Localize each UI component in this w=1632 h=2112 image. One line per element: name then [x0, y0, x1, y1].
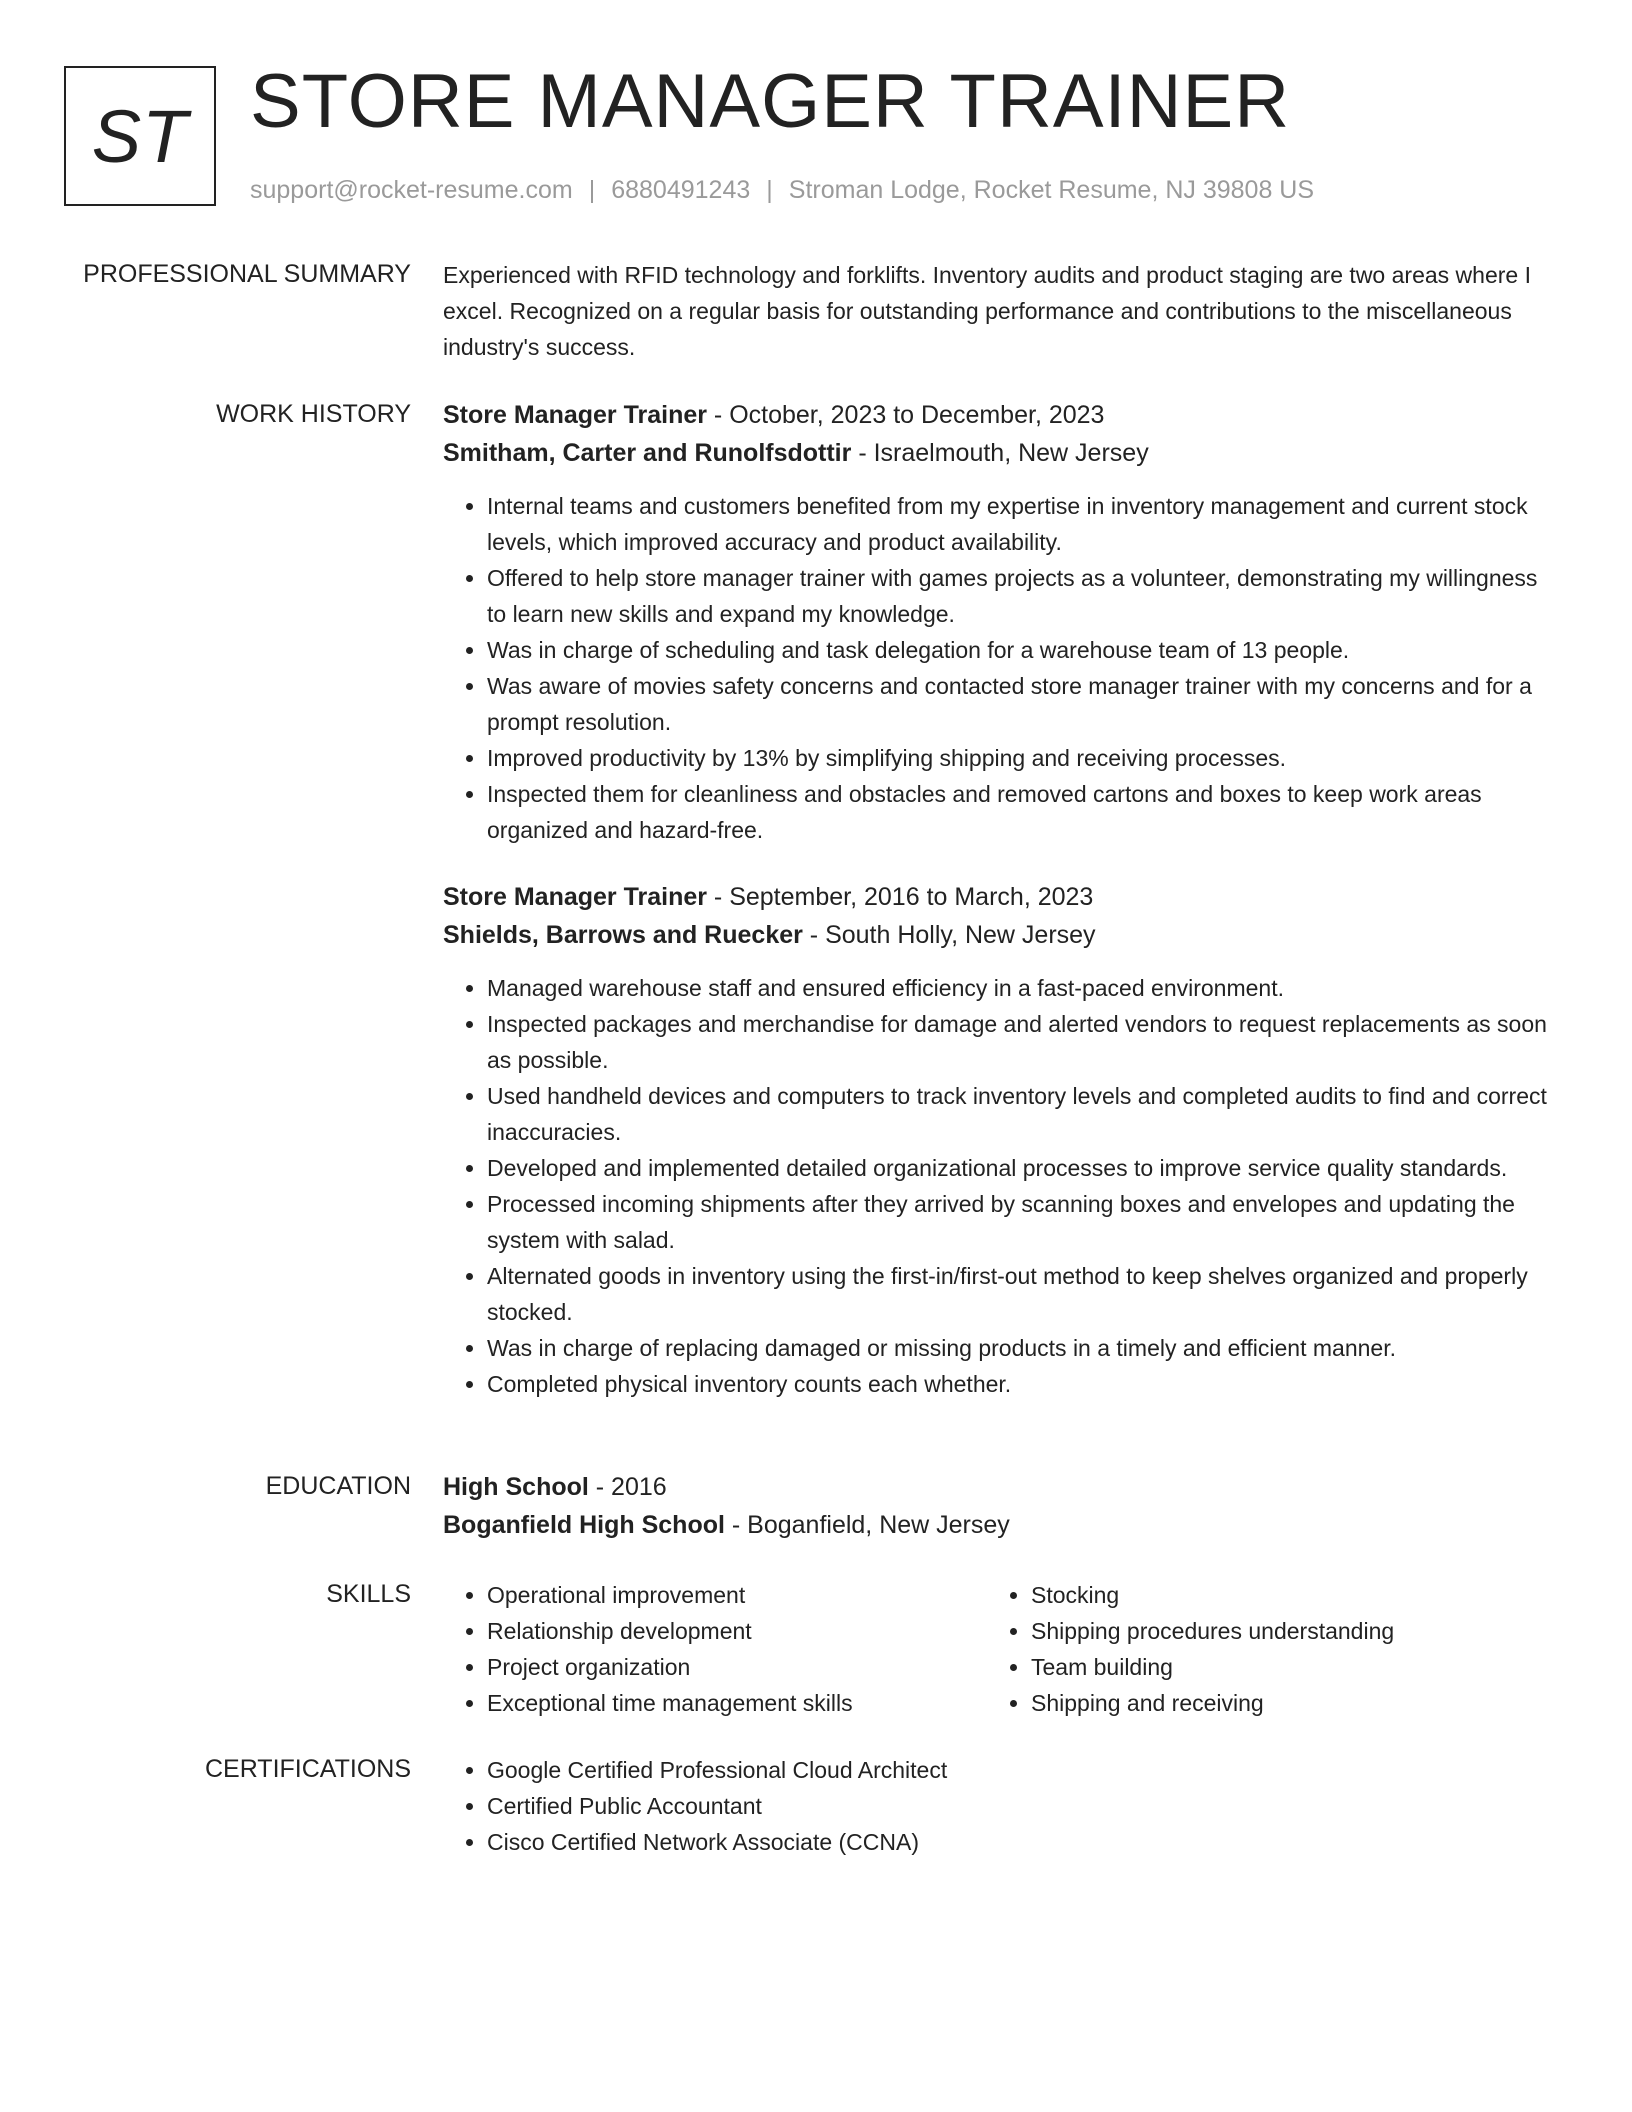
summary-text: Experienced with RFID technology and forklifts. Inventory audits and product staging are two areas where I excel. Recognized on a regular basis for outstanding performance and contributions to the miscellaneous industry's success.: [443, 262, 1531, 360]
education-location: - Boganfield, New Jersey: [724, 1511, 1010, 1539]
skill-item: • Project organization: [487, 1649, 987, 1685]
skills-body: [443, 1577, 1555, 1721]
job-dates: - October, 2023 to December, 2023: [706, 401, 1105, 429]
certification-item: • Cisco Certified Network Associate (CCNA): [487, 1824, 1555, 1860]
contact-separator: |: [766, 176, 773, 204]
job-bullet: • Processed incoming shipments after they arrived by scanning boxes and envelopes and updating the system with salad.: [487, 1186, 1555, 1258]
skills-list-left: [443, 1577, 987, 1721]
job-entry: [443, 878, 1555, 1402]
education-degree-line: [443, 1468, 1555, 1506]
job-bullet: • Was in charge of replacing damaged or missing products in a timely and efficient manner.: [487, 1330, 1555, 1366]
skill-item: • Relationship development: [487, 1613, 987, 1649]
skill-item: • Operational improvement: [487, 1577, 987, 1613]
education-body: [443, 1468, 1555, 1544]
education-school-line: [443, 1506, 1555, 1544]
job-dates: - September, 2016 to March, 2023: [706, 883, 1094, 911]
job-bullet-list: [443, 488, 1555, 848]
job-bullet-list: [443, 970, 1555, 1402]
job-bullet: • Managed warehouse staff and ensured efficiency in a fast-paced environment.: [487, 970, 1555, 1006]
job-bullet: • Was aware of movies safety concerns and contacted store manager trainer with my concerns and for a prompt resolution.: [487, 668, 1555, 740]
section-label-work-history: WORK HISTORY: [216, 400, 411, 428]
job-company-line: [443, 916, 1555, 954]
contact-phone: 6880491243: [611, 176, 751, 204]
section-label-skills: SKILLS: [326, 1580, 411, 1608]
certifications-list: [443, 1752, 1555, 1860]
job-location: - Israelmouth, New Jersey: [851, 439, 1149, 467]
monogram-badge: [64, 66, 216, 206]
job-bullet: • Developed and implemented detailed organizational processes to improve service quality standards.: [487, 1150, 1555, 1186]
education-degree: High School: [443, 1473, 589, 1501]
job-bullet: • Offered to help store manager trainer with games projects as a volunteer, demonstrating my willingness to learn new skills and expand my knowledge.: [487, 560, 1555, 632]
certifications-body: [443, 1752, 1555, 1860]
job-bullet: • Was in charge of scheduling and task delegation for a warehouse team of 13 people.: [487, 632, 1555, 668]
section-label-education: EDUCATION: [265, 1472, 411, 1500]
summary-body: [443, 257, 1555, 365]
skill-item: • Shipping and receiving: [1031, 1685, 1531, 1721]
skill-item: • Shipping procedures understanding: [1031, 1613, 1531, 1649]
contact-address: Stroman Lodge, Rocket Resume, NJ 39808 US: [788, 176, 1315, 204]
job-company: Smitham, Carter and Runolfsdottir: [443, 439, 852, 467]
education-school: Boganfield High School: [443, 1511, 725, 1539]
section-label-summary: PROFESSIONAL SUMMARY: [83, 260, 411, 288]
job-bullet: • Internal teams and customers benefited from my expertise in inventory management and current stock levels, which improved accuracy and product availability.: [487, 488, 1555, 560]
work-history-body: [443, 396, 1555, 1402]
job-bullet: • Alternated goods in inventory using the first-in/first-out method to keep shelves organized and properly stocked.: [487, 1258, 1555, 1330]
skill-item: • Exceptional time management skills: [487, 1685, 987, 1721]
job-bullet: • Completed physical inventory counts each whether.: [487, 1366, 1555, 1402]
job-bullet: • Inspected them for cleanliness and obstacles and removed cartons and boxes to keep work areas organized and hazard-free.: [487, 776, 1555, 848]
job-title: Store Manager Trainer: [443, 883, 707, 911]
skill-item: • Team building: [1031, 1649, 1531, 1685]
job-bullet: • Inspected packages and merchandise for damage and alerted vendors to request replacements as soon as possible.: [487, 1006, 1555, 1078]
skills-list-right: [987, 1577, 1531, 1721]
certification-item: • Certified Public Accountant: [487, 1788, 1555, 1824]
skill-item: • Stocking: [1031, 1577, 1531, 1613]
monogram-initials: ST: [91, 94, 189, 178]
education-year: - 2016: [588, 1473, 667, 1501]
skills-columns: [443, 1577, 1555, 1721]
job-location: - South Holly, New Jersey: [802, 921, 1096, 949]
job-entry: [443, 396, 1555, 848]
job-title: Store Manager Trainer: [443, 401, 707, 429]
job-title-line: [443, 878, 1555, 916]
contact-line: [250, 172, 1314, 208]
certification-item: • Google Certified Professional Cloud Architect: [487, 1752, 1555, 1788]
job-bullet: • Used handheld devices and computers to track inventory levels and completed audits to find and correct inaccuracies.: [487, 1078, 1555, 1150]
job-company-line: [443, 434, 1555, 472]
contact-separator: |: [588, 176, 596, 204]
section-label-certifications: CERTIFICATIONS: [204, 1755, 411, 1783]
job-title-line: [443, 396, 1555, 434]
contact-email: support@rocket-resume.com: [250, 176, 573, 204]
job-bullet: • Improved productivity by 13% by simplifying shipping and receiving processes.: [487, 740, 1555, 776]
job-company: Shields, Barrows and Ruecker: [443, 921, 803, 949]
resume-name: STORE MANAGER TRAINER: [250, 59, 1291, 144]
